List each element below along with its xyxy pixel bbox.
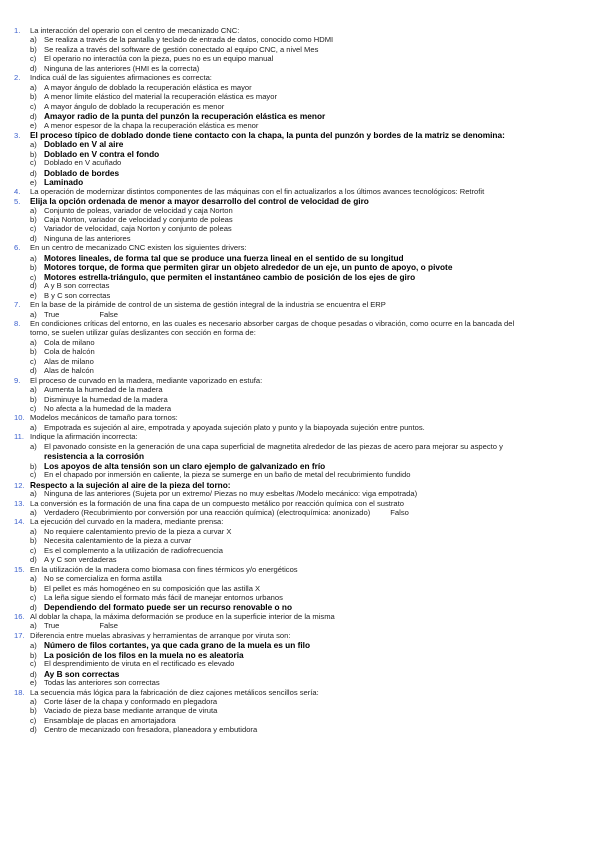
option-letter: d)	[30, 555, 37, 565]
option-letter: d)	[30, 281, 37, 291]
question-number: 10.	[14, 413, 25, 423]
option-text: Cola de halcón	[44, 347, 95, 357]
option-letter: a)	[30, 526, 37, 536]
option-letter: a)	[30, 35, 37, 45]
option-text: La posición de los filos en la muela no es aleatoria	[44, 649, 244, 660]
option-letter: b)	[30, 347, 37, 357]
option-text: Ninguna de las anteriores	[44, 233, 131, 243]
question-number: 12.	[14, 480, 25, 490]
option-text: El pavonado consiste en la generación de una capa superficial de magnetita alrededor de las piezas de acero para mejorar su aspecto y	[44, 441, 503, 451]
question-number: 5.	[14, 197, 21, 207]
option-letter: e)	[30, 290, 37, 300]
question-text: Modelos mecánicos de tamaño para tornos:	[30, 413, 178, 423]
option-false-label: False	[99, 621, 118, 631]
option-text-2: resistencia a la corrosión	[44, 451, 145, 462]
question-text: En la utilización de la madera como biomasa con fines térmicos y/o energéticos	[30, 564, 298, 574]
question-text: El proceso típico de doblado donde tiene contacto con la chapa, la punta del punzón y bordes de la matriz se denomina:	[30, 129, 505, 140]
option-text: En el chapado por inmersión en caliente, la pieza se sumerge en un baño de metal del recubrimiento fundido	[44, 470, 411, 480]
question-number: 1.	[14, 26, 21, 35]
option-letter: a)	[30, 641, 37, 651]
option-text: No requiere calentamiento previo de la pieza a curvar X	[44, 526, 232, 536]
option-text: A y C son verdaderas	[44, 555, 117, 565]
option-text: Doblado en V contra el fondo	[44, 148, 160, 159]
option-text: No se comercializa en forma astilla	[44, 574, 162, 584]
option-text: Es el complemento a la utilización de radiofrecuencia	[44, 545, 223, 555]
option-text: Se realiza a través de la pantalla y teclado de entrada de datos, conocido como HDMI	[44, 35, 334, 45]
option-letter: c)	[30, 715, 37, 725]
question-text: La interacción del operario con el centro de mecanizado CNC:	[30, 26, 240, 35]
option-false-label: Falso	[390, 507, 409, 517]
option-text: Variador de velocidad, caja Norton y conjunto de poleas	[44, 224, 232, 234]
option-text: Doblado en V acuñado	[44, 158, 122, 168]
question-number: 11.	[14, 432, 24, 442]
question-number: 4.	[14, 186, 21, 196]
option-letter: c)	[30, 272, 37, 282]
option-text: Ay B son correctas	[44, 668, 120, 679]
option-letter: a)	[30, 574, 37, 584]
option-letter: a)	[30, 507, 37, 517]
option-text: Ninguna de las anteriores (Sujeta por un extremo/ Piezas no muy esbeltas /Modelo mecánico: viga empotrada)	[44, 489, 418, 499]
option-letter: a)	[30, 696, 37, 706]
option-letter: b)	[30, 149, 37, 159]
question-number: 9.	[14, 375, 21, 385]
option-text: Caja Norton, variador de velocidad y conjunto de poleas	[44, 215, 233, 224]
question-number: 6.	[14, 243, 21, 253]
option-text: Número de filos cortantes, ya que cada grano de la muela es un filo	[44, 640, 311, 651]
question-text: Indica cuál de las siguientes afirmaciones es correcta:	[30, 73, 212, 83]
option-letter: a)	[30, 489, 37, 499]
option-letter: a)	[30, 621, 37, 631]
question-text: Al doblar la chapa, la máxima deformación se produce en la superficie interior de la misma	[30, 611, 335, 621]
option-letter: b)	[30, 44, 37, 54]
question-text: Respecto a la sujeción al aire de la pieza del torno:	[30, 479, 231, 490]
option-letter: c)	[30, 659, 37, 669]
option-text: A menor límite elástico del material la recuperación elástica es mayor	[44, 92, 277, 102]
question-number: 18.	[14, 687, 25, 697]
option-text: Necesita calentamiento de la pieza a curvar	[44, 536, 192, 546]
option-text: Centro de mecanizado con fresadora, planeadora y embutidora	[44, 725, 258, 735]
option-text: Ninguna de las anteriores (HMI es la correcta)	[44, 63, 200, 73]
option-text: Vaciado de pieza base mediante arranque de viruta	[44, 706, 218, 716]
option-letter: d)	[30, 366, 37, 376]
option-text: Dependiendo del formato puede ser un recurso renovable o no	[44, 602, 293, 613]
question-text: En un centro de mecanizado CNC existen los siguientes drivers:	[30, 243, 247, 253]
option-letter: d)	[30, 603, 37, 613]
question-text: La conversión es la formación de una fina capa de un compuesto metálico por reacción química con el sustrato	[30, 498, 404, 508]
question-text: La ejecución del curvado en la madera, mediante prensa:	[30, 517, 224, 527]
option-18-d	[30, 725, 596, 735]
option-letter: a)	[30, 385, 37, 395]
option-text: Motores estrella-triángulo, que permiten el instantáneo cambio de posición de los ejes de giro	[44, 271, 416, 282]
option-letter: d)	[30, 669, 37, 679]
question-text: Indique la afirmación incorrecta:	[30, 432, 138, 442]
option-letter: b)	[30, 583, 37, 593]
option-text: Corte láser de la chapa y conformado en plegadora	[44, 696, 218, 706]
option-text: A mayor ángulo de doblado la recuperación elástica es mayor	[44, 82, 252, 92]
option-text: A mayor ángulo de doblado la recuperación es menor	[44, 101, 225, 111]
option-text: Aumenta la humedad de la madera	[44, 385, 163, 395]
option-text: El pellet es más homogéneo en su composición que las astilla X	[44, 583, 261, 593]
option-text: El operario no interactúa con la pieza, pues no es un equipo manual	[44, 54, 274, 64]
option-letter: c)	[30, 593, 37, 602]
question-number: 13.	[14, 498, 25, 508]
option-text: Verdadero (Recubrimiento por conversión por una reacción química) (electroquímica: anonizado)	[44, 507, 371, 517]
option-text: Disminuye la humedad de la madera	[44, 394, 168, 404]
option-letter: d)	[30, 63, 37, 73]
option-letter: b)	[30, 92, 37, 102]
option-text: Alas de milano	[44, 356, 94, 366]
question-text: La operación de modernizar distintos componentes de las máquinas con el fin actualizarlos a los últimos avances tecnológicos: Retrofit	[30, 186, 485, 196]
option-text: Todas las anteriores son correctas	[44, 678, 160, 688]
option-letter: b)	[30, 215, 37, 224]
question-number: 14.	[14, 517, 25, 527]
option-text: A menor espesor de la chapa la recuperación elástica es menor	[44, 120, 259, 130]
option-letter: d)	[30, 112, 37, 122]
option-letter: b)	[30, 263, 37, 273]
option-letter: d)	[30, 233, 37, 243]
option-letter: e)	[30, 678, 37, 688]
question-number: 17.	[14, 630, 25, 640]
option-text: True	[44, 309, 60, 319]
question-number: 3.	[14, 130, 21, 140]
option-text: Motores torque, de forma que permiten girar un objeto alrededor de un eje, un punto de apoyo, o pivote	[44, 262, 453, 273]
option-text: Cola de milano	[44, 337, 95, 347]
option-letter: a)	[30, 309, 37, 319]
option-letter: a)	[30, 82, 37, 92]
option-text: El desprendimiento de viruta en el rectificado es elevado	[44, 659, 235, 669]
option-letter: c)	[30, 545, 37, 555]
option-text: Doblado de bordes	[44, 167, 120, 178]
question-text: Diferencia entre muelas abrasivas y herramientas de arranque por viruta son:	[30, 630, 291, 640]
option-letter: b)	[30, 461, 37, 471]
option-text: Los apoyos de alta tensión son un claro ejemplo de galvanizado en frío	[44, 460, 326, 471]
option-text: A y B son correctas	[44, 281, 110, 291]
option-text: True	[44, 621, 60, 631]
option-letter: c)	[30, 158, 37, 168]
question-text: Elija la opción ordenada de menor a mayor desarrollo del control de velocidad de giro	[30, 196, 369, 207]
option-letter: a)	[30, 337, 37, 347]
option-text: Se realiza a través del software de gestión conectado al equipo CNC, a nivel Mes	[44, 44, 319, 54]
option-letter: c)	[30, 54, 37, 64]
question-number: 2.	[14, 73, 21, 83]
option-letter: c)	[30, 224, 37, 234]
option-letter: c)	[30, 101, 37, 111]
question-text: El proceso de curvado en la madera, mediante vaporizado en estufa:	[30, 375, 263, 385]
option-letter: c)	[30, 356, 37, 366]
option-text: Alas de halcón	[44, 366, 94, 376]
option-text: La leña sigue siendo el formato más fácil de manejar entornos urbanos	[44, 593, 283, 602]
option-letter: d)	[30, 168, 37, 178]
option-letter: e)	[30, 178, 37, 188]
option-text: Laminado	[44, 177, 84, 188]
option-letter: c)	[30, 470, 37, 480]
question-text: En condiciones críticas del entorno, en las cuales es necesario absorber cargas de choque pesadas o vibración, como ocurre en la bancada del	[30, 318, 515, 328]
question-number: 16.	[14, 611, 25, 621]
option-text: Ensamblaje de placas en amortajadora	[44, 715, 176, 725]
option-letter: a)	[30, 205, 37, 215]
option-letter: b)	[30, 706, 37, 716]
option-text: Empotrada es sujeción al aire, empotrada y apoyada sujeción plato y punto y la biapoyada sujeción entre puntos.	[44, 422, 425, 432]
option-letter: a)	[30, 441, 37, 451]
question-text: La secuencia más lógica para la fabricación de diez cajones metálicos sencillos sería:	[30, 687, 319, 697]
option-letter: b)	[30, 650, 37, 660]
option-letter: d)	[30, 725, 37, 735]
question-text: En la base de la pirámide de control de un sistema de gestión integral de la industria se encuentra el ERP	[30, 300, 386, 310]
option-letter: a)	[30, 140, 37, 150]
question-number: 7.	[14, 300, 21, 310]
question-text-2: torno, se suelen utilizar guías deslizantes con sección en forma de:	[30, 328, 256, 338]
option-text: Amayor radio de la punta del punzón la recuperación elástica es menor	[44, 111, 326, 122]
option-letter: b)	[30, 536, 37, 546]
option-text: B y C son correctas	[44, 290, 111, 300]
option-false-label: False	[99, 309, 118, 319]
option-text: Motores lineales, de forma tal que se produce una fuerza lineal en el sentido de su longitud	[44, 252, 404, 263]
option-letter: b)	[30, 394, 37, 404]
question-number: 15.	[14, 564, 25, 574]
option-letter: a)	[30, 253, 37, 263]
option-text: No afecta a la humedad de la madera	[44, 404, 172, 413]
option-letter: e)	[30, 120, 37, 130]
option-text: Doblado en V al aire	[44, 139, 124, 150]
question-number: 8.	[14, 318, 21, 328]
option-text: Conjunto de poleas, variador de velocidad y caja Norton	[44, 205, 233, 215]
option-letter: a)	[30, 422, 37, 432]
option-letter: c)	[30, 404, 37, 413]
